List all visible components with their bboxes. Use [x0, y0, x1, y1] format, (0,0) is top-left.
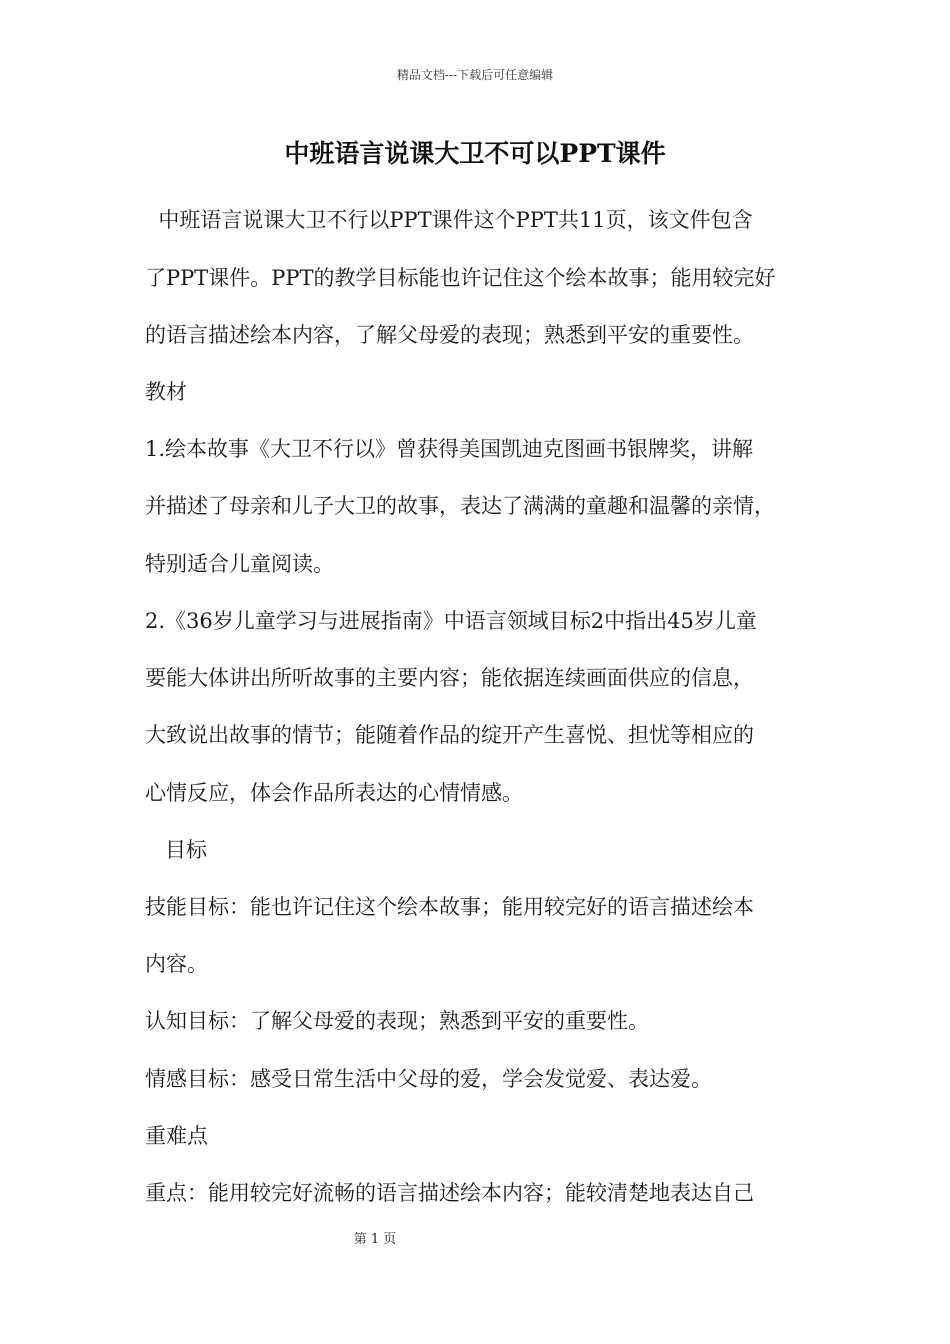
body-line: 情感目标：感受日常生活中父母的爱，学会发觉爱、表达爱。 [145, 1067, 712, 1091]
body-line: 心情反应，体会作品所表达的心情情感。 [145, 781, 523, 805]
body-line: 了PPT课件。PPT的教学目标能也许记住这个绘本故事；能用较完好 [145, 266, 776, 290]
body-line: 大致说出故事的情节；能随着作品的绽开产生喜悦、担忧等相应的 [145, 723, 754, 747]
body-line: 要能大体讲出所听故事的主要内容；能依据连续画面供应的信息， [145, 666, 754, 690]
section-heading: 教材 [145, 380, 187, 404]
section-heading: 目标 [145, 838, 208, 862]
body-line: 2.《36岁儿童学习与进展指南》中语言领域目标2中指出45岁儿童 [145, 609, 757, 633]
header-note: 精品文档---下载后可任意编辑 [396, 68, 554, 82]
page-number: 第 1 页 [353, 1232, 397, 1247]
body-line: 内容。 [145, 952, 208, 976]
section-heading: 重难点 [145, 1124, 208, 1148]
body-line: 的语言描述绘本内容，了解父母爱的表现；熟悉到平安的重要性。 [145, 323, 754, 347]
body-line: 1.绘本故事《大卫不行以》曾获得美国凯迪克图画书银牌奖，讲解 [145, 437, 754, 461]
body-line: 并描述了母亲和儿子大卫的故事，表达了满满的童趣和温馨的亲情， [145, 494, 775, 518]
body-line: 特别适合儿童阅读。 [145, 552, 334, 576]
body-line: 技能目标：能也许记住这个绘本故事；能用较完好的语言描述绘本 [145, 895, 754, 919]
document-title: 中班语言说课大卫不可以PPT课件 [284, 139, 666, 168]
body-line: 中班语言说课大卫不行以PPT课件这个PPT共11页，该文件包含 [145, 208, 753, 232]
body-line: 重点：能用较完好流畅的语言描述绘本内容；能较清楚地表达自己 [145, 1181, 754, 1205]
body-line: 认知目标：了解父母爱的表现；熟悉到平安的重要性。 [145, 1009, 649, 1033]
